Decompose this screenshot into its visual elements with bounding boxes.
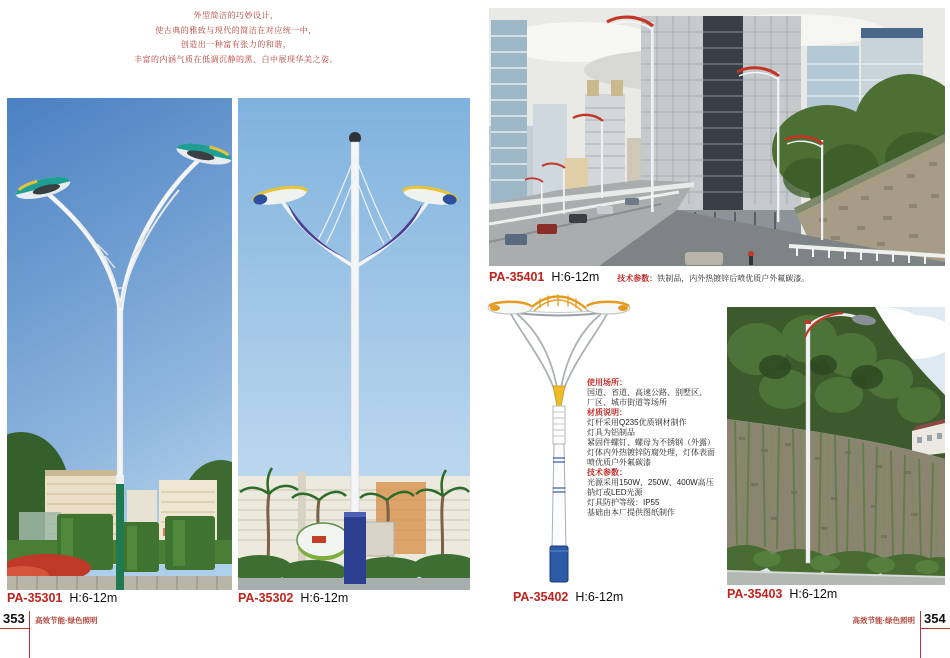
product-label-pa-35301 <box>7 591 117 605</box>
product-label-pa-35401 <box>489 270 809 284</box>
product-label-pa-35302 <box>238 591 348 605</box>
photo-pa-35302 <box>238 98 470 590</box>
spec-line: 基础由本厂提供图纸制作 <box>587 508 675 517</box>
vine-wall-lamp-illustration <box>727 307 945 585</box>
product-note <box>617 273 809 284</box>
spec-section-title: 使用场所： <box>587 378 627 387</box>
spec-line: 灯具防护等级：IP55 <box>587 498 660 507</box>
spec-line: 厂区、城市街道等场所 <box>587 398 667 407</box>
product-height: H:6-12m <box>575 590 624 604</box>
footer-rule <box>0 628 29 629</box>
spec-line: 灯具为铝制品 <box>587 428 635 437</box>
intro-text <box>90 9 382 67</box>
footer-divider <box>920 611 921 658</box>
product-height: H:6-12m <box>789 587 838 601</box>
spec-line: 灯杆采用Q235优质钢材制作 <box>587 418 687 427</box>
intro-line-2: 使古典的雅致与现代的简洁在对应统一中， <box>155 25 317 35</box>
note-text: 铁制品，内外热镀锌后喷优质户外氟碳漆。 <box>657 274 810 283</box>
spec-line: 紧固件螺钉、螺母为不锈钢（外露） <box>587 438 715 447</box>
product-model: PA-35402 <box>513 590 569 604</box>
product-model: PA-35403 <box>727 587 783 601</box>
spec-section-title: 材质说明： <box>587 408 627 417</box>
product-model: PA-35301 <box>7 591 63 605</box>
spec-line: 钠灯或LED光源 <box>587 488 643 497</box>
product-height: H:6-12m <box>69 591 118 605</box>
page-number-left: 353 <box>3 611 25 626</box>
photo-pa-35301 <box>7 98 232 590</box>
upswept-arm-street-lamp-illustration <box>238 98 470 590</box>
photo-pa-35401 <box>489 8 945 266</box>
note-title: 技术参数： <box>617 274 658 283</box>
product-model: PA-35302 <box>238 591 294 605</box>
spec-line: 灯体内外热镀锌防腐处理，灯体表面 <box>587 448 715 457</box>
footer-slogan-left: 高效节能·绿色照明 <box>35 616 98 625</box>
intro-line-3: 创造出一种富有张力的和谐， <box>180 40 292 49</box>
product-label-pa-35403 <box>727 587 837 601</box>
spec-text-block <box>587 378 715 518</box>
photo-pa-35403 <box>727 307 945 585</box>
footer-divider <box>29 611 30 658</box>
product-height: H:6-12m <box>300 591 349 605</box>
spec-line: 喷优质户外氟碳漆 <box>587 458 651 467</box>
urban-street-scene-illustration <box>489 8 945 266</box>
spec-line: 光源采用150W、250W、400W高压 <box>587 478 714 487</box>
product-label-pa-35402 <box>513 590 623 604</box>
intro-line-1: 外型简洁的巧妙设计， <box>193 11 279 20</box>
intro-line-4: 丰富的内涵气质在低调沉静的黑、白中展现华美之姿。 <box>134 54 338 64</box>
product-model: PA-35401 <box>489 270 545 284</box>
dual-arm-street-lamp-illustration <box>7 98 232 590</box>
spec-section-title: 技术参数： <box>587 468 627 477</box>
footer-slogan-right: 高效节能·绿色照明 <box>852 616 915 625</box>
spec-line: 国道、省道、高速公路、别墅区、 <box>587 388 707 397</box>
footer-rule <box>920 628 950 629</box>
product-height: H:6-12m <box>551 270 600 284</box>
page-number-right: 354 <box>924 611 946 626</box>
